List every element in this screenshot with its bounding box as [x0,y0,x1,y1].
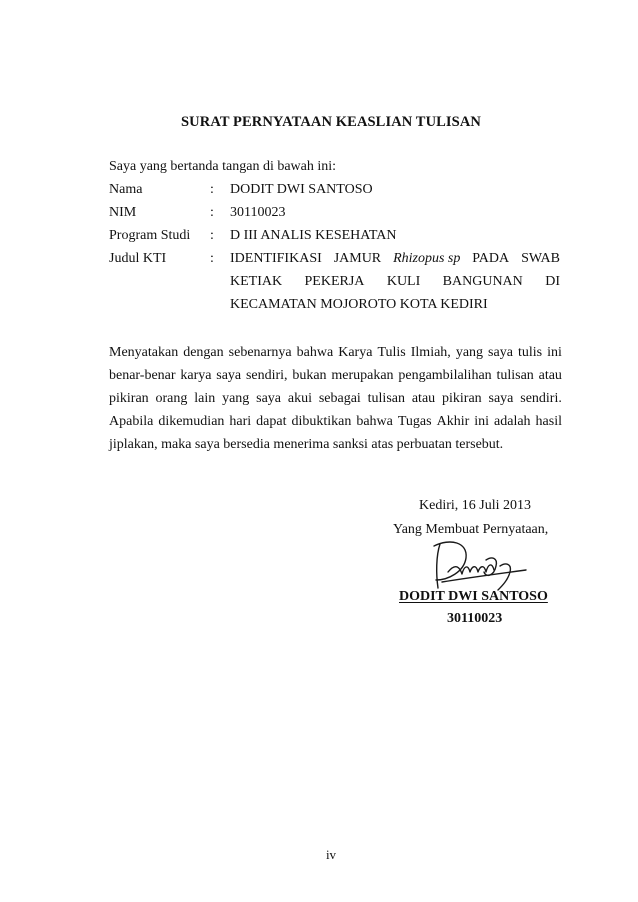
statement-word: ini [474,414,490,429]
statement-line-2 [109,368,562,384]
statement-word: sebagai [318,391,361,406]
judul-kti-line-2 [230,274,560,290]
statement-word: Karya [338,345,373,360]
field-judul-kti [109,251,569,321]
statement-line-1 [109,345,562,361]
judul-word: IDENTIFIKASI [230,251,322,266]
statement-word: pikiran [442,391,482,406]
statement-word: atau [538,368,562,383]
statement-word: bahwa [356,414,393,429]
statement-word: sendiri, [245,368,288,383]
statement-word: tulisan [496,368,534,383]
judul-word: DI [545,274,560,289]
statement-word: dibuktikan [291,414,352,429]
statement-word: Tulis [377,345,406,360]
statement-word: tulis [517,345,543,360]
signer-name: DODIT DWI SANTOSO [399,589,548,604]
statement-word: yang [455,345,484,360]
statement-word: saya [488,345,513,360]
statement-word: adalah [494,414,531,429]
place-date: Kediri, 16 Juli 2013 [419,498,531,513]
statement-word: Akhir [436,414,470,429]
statement-word: Apabila [109,414,154,429]
statement-line-3 [109,391,562,407]
statement-word: dikemudian [158,414,225,429]
intro-text: Saya yang bertanda tangan di bawah ini: [109,159,337,174]
field-judul-kti-label: Judul KTI [109,251,167,266]
judul-word-italic: Rhizopus sp [393,251,461,266]
statement-word: dengan [183,345,224,360]
field-nim-label: NIM [109,205,137,220]
field-program-studi-colon: : [210,228,214,243]
signer-nim: 30110023 [447,611,503,626]
statement-word: benar-benar [109,368,176,383]
field-nama-value: DODIT DWI SANTOSO [230,182,373,197]
statement-word: orang [155,391,188,406]
field-program-studi-value: D III ANALIS KESEHATAN [230,228,397,243]
judul-kti-line-1 [230,251,560,267]
judul-word: BANGUNAN [442,274,523,289]
judul-word: KULI [386,274,421,289]
judul-kti-line-3: KECAMATAN MOJOROTO KOTA KEDIRI [230,297,488,312]
statement-line-5: jiplakan, maka saya bersedia menerima sanksi atas perbuatan tersebut. [109,437,504,452]
statement-word: sendiri. [520,391,562,406]
field-nama-label: Nama [109,182,143,197]
statement-word: Tugas [397,414,432,429]
statement-word: saya [256,391,282,406]
statement-paragraph [109,345,562,465]
statement-word: tulisan [367,391,405,406]
statement-word: akui [287,391,312,406]
statement-word: bukan [292,368,327,383]
document-title: SURAT PERNYATAAN KEASLIAN TULISAN [181,114,481,130]
judul-word: JAMUR [333,251,382,266]
field-nim-colon: : [210,205,214,220]
judul-word: PADA [472,251,510,266]
judul-word: PEKERJA [304,274,365,289]
statement-word: pikiran [109,391,149,406]
statement-word: ini [547,345,562,360]
statement-word: lain [194,391,216,406]
field-program-studi-label: Program Studi [109,228,191,243]
statement-word: hasil [535,414,562,429]
judul-word: KETIAK [230,274,283,289]
statement-word: karya [180,368,212,383]
field-nama-colon: : [210,182,214,197]
signature-maker-label: Yang Membuat Pernyataan, [393,522,549,537]
statement-word: pengambilalihan [398,368,492,383]
statement-word: sebenarnya [228,345,292,360]
statement-word: hari [229,414,252,429]
statement-word: dapat [256,414,287,429]
field-judul-kti-colon: : [210,251,214,266]
statement-word: Menyatakan [109,345,179,360]
handwritten-signature [426,536,536,596]
field-nim-value: 30110023 [230,205,286,220]
statement-word: saya [216,368,242,383]
statement-word: yang [222,391,250,406]
page-number: iv [325,847,337,862]
statement-line-4 [109,414,562,430]
judul-word: SWAB [521,251,560,266]
statement-word: bahwa [296,345,334,360]
statement-word: merupakan [331,368,394,383]
statement-word: saya [488,391,514,406]
statement-word: Ilmiah, [410,345,451,360]
statement-word: atau [411,391,436,406]
